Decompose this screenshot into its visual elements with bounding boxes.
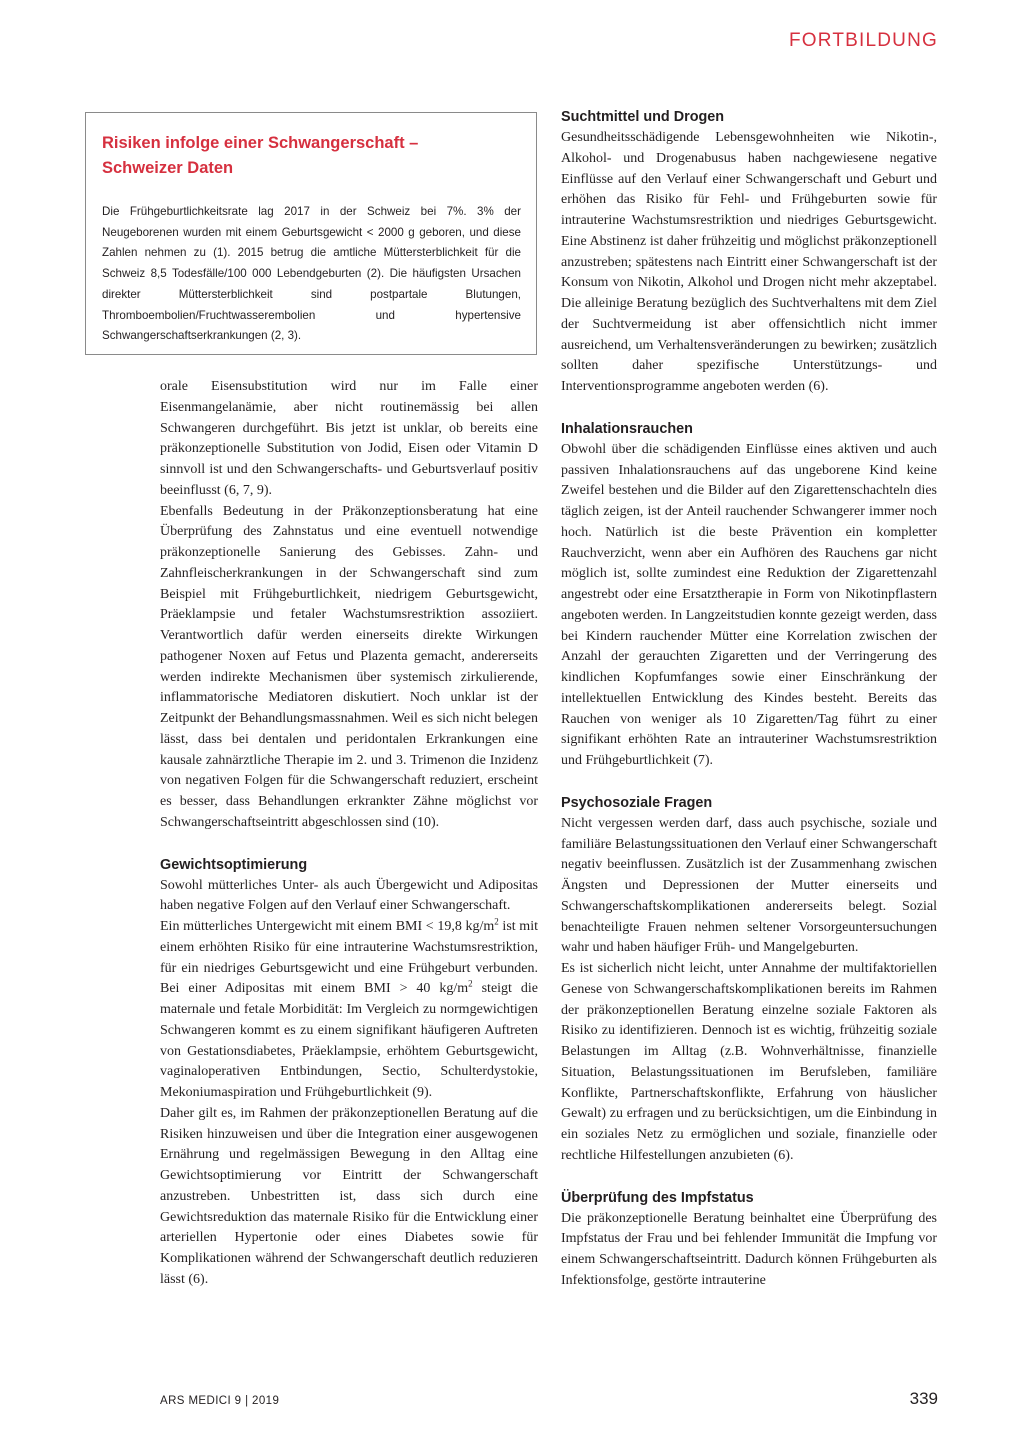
paragraph: Ebenfalls Bedeutung in der Präkonzeptionsberatung hat eine Überprüfung des Zahnstatus und eine eventuell notwendige präkonzeptionelle Sanierung des Gebisses. Zahn- und Zahnfleischerkrankungen in der Schwangerschaft sind zum Beispiel mit Frühgeburtlichkeit, niedrigem Geburtsgewicht, Präeklampsie und fetaler Wachstumsrestriktion assoziiert. Verantwortlich dafür werden einerseits direkte Wirkungen pathogener Noxen auf Fetus und Plazenta gemacht, andererseits werden indirekte Mechanismen über systemisch zirkulierende, inflammatorische Mediatoren diskutiert. Noch unklar ist der Zeitpunkt der Behandlungsmassnahmen. Weil es sich nicht belegen lässt, dass bei dentalen und peridontalen Erkrankungen eine kausale zahnärztliche Therapie im 2. und 3. Trimenon die Inzidenz von negativen Folgen für die Schwangerschaft reduziert, erscheint es besser, dass Behandlungen erkrankter Zähne möglichst vor Schwangerschaftseintritt abgeschlossen sind (10). xyxy=(160,503,538,830)
right-column xyxy=(561,106,937,1292)
heading-inhalationsrauchen: Inhalationsrauchen xyxy=(561,420,693,437)
page-number: 339 xyxy=(909,1389,938,1408)
journal-footer: ARS MEDICI 9 | 2019 xyxy=(160,1395,280,1407)
heading-suchtmittel: Suchtmittel und Drogen xyxy=(561,109,725,125)
left-column xyxy=(160,377,538,1291)
paragraph: Gesundheitsschädigende Lebensgewohnheiten wie Nikotin-, Alkohol- und Drogenabusus haben nachgewiesene negative Einflüsse auf den Verlauf einer Schwangerschaft und Geburt und erhöhen das Risiko für Fehl- und Frühgeburten sowie für intrauterine Wachstumsrestriktion und niedriges Geburtsgewicht. Eine Abstinenz ist daher frühzeitig und möglichst präkonzeptionell anzustreben; spätestens nach Eintritt einer Schwangerschaft ist der Konsum von Nikotin, Alkohol und Drogen nicht mehr akzeptabel. Die alleinige Beratung bezüglich des Suchtverhaltens mit dem Ziel der Suchtvermeidung ist aber offensichtlich nicht immer ausreichend, um Verhaltensveränderungen zu bewirken; zusätzlich sollten daher spezifische Unterstützungs- und Interventionsprogramme angeboten werden (6). xyxy=(561,130,937,394)
paragraph: Sowohl mütterliches Unter- als auch Übergewicht und Adipositas haben negative Folgen auf den Verlauf einer Schwangerschaft. xyxy=(160,877,538,914)
heading-gewichtsoptimierung: Gewichtsoptimierung xyxy=(160,856,308,873)
heading-impfstatus: Überprüfung des Impfstatus xyxy=(561,1189,754,1206)
paragraph: Obwohl über die schädigenden Einflüsse eines aktiven und auch passiven Inhalationsrauchens auf das ungeborene Kind keine Zweifel bestehen und die Bilder auf den Zigarettenschachteln dies täglich zeigen, ist der Anteil rauchender Schwangerer immer noch hoch. Natürlich ist die beste Prävention ein kompletter Rauchverzicht, wenn aber ein Aufhören des Rauchens gar nicht möglich ist, sollte zumindest eine Reduktion der Zigarettenzahl angestrebt oder eine Ersatztherapie in Form von Nikotinpflastern angeboten werden. In Langzeitstudien konnte gezeigt werden, dass bei Kindern rauchender Mütter eine Korrelation zwischen der Anzahl der gerauchten Zigaretten und der Verringerung des kindlichen Kopfumfanges sowie einer Einschränkung der intellektuellen Entwicklung des Kindes besteht. Bereits das Rauchen von weniger als 10 Zigaretten/Tag führt zu einer signifikant erhöhten Rate an intrauteriner Wachstumsrestriktion und Frühgeburtlichkeit (7). xyxy=(561,441,937,768)
paragraph: Nicht vergessen werden darf, dass auch psychische, soziale und familiäre Belastungssituationen den Verlauf einer Schwangerschaft negativ beeinflussen. Zusätzlich ist der Zusammenhang zwischen Ängsten und Depressionen der Mutter einerseits und Schwangerschaftskomplikationen andererseits belegt. Sozial benachteiligte Frauen nehmen seltener Vorsorgeuntersuchungen wahr und haben häufiger Früh- und Mangelgeburten. xyxy=(561,815,937,956)
info-box-text: Die Frühgeburtlichkeitsrate lag 2017 in der Schweiz bei 7%. 3% der Neugeborenen wurden mit einem Geburtsgewicht < 2000 g geboren, und diese Zahlen nehmen zu (1). 2015 betrug die amtliche Müttersterblichkeit für die Schweiz 8,5 Todesfälle/100 000 Lebendgeburten (2). Die häufigsten Ursachen direkter Müttersterblichkeit sind postpartale Blutungen, Thromboembolien/Fruchtwasserembolien und hypertensive Schwangerschaftserkrankungen (2, 3). xyxy=(102,205,521,343)
paragraph: Die präkonzeptionelle Beratung beinhaltet eine Überprüfung des Impfstatus der Frau und bei fehlender Immunität die Impfung vor einem Schwangerschaftseintritt. Dadurch können Frühgeburten als Infektionsfolge, gestörte intrauterine xyxy=(561,1210,937,1288)
heading-psychosoziale-fragen: Psychosoziale Fragen xyxy=(561,794,713,811)
info-box xyxy=(85,112,537,355)
section-label: FORTBILDUNG xyxy=(788,30,938,51)
paragraph: Daher gilt es, im Rahmen der präkonzeptionellen Beratung auf die Risiken hinzuweisen und über die Integration einer ausgewogenen Ernährung und regelmässigen Bewegung in den Alltag eine Gewichtsoptimierung vor Eintritt der Schwangerschaft anzustreben. Unbestritten ist, dass sich durch eine Gewichtsreduktion das maternale Risiko für die Entwicklung einer arteriellen Hypertonie oder eines Diabetes sowie für Komplikationen während der Schwangerschaft deutlich reduzieren lässt (6). xyxy=(160,1105,538,1287)
paragraph: orale Eisensubstitution wird nur im Falle einer Eisenmangelanämie, aber nicht routinemässig bei allen Schwangeren durchgeführt. Bis jetzt ist unklar, ob bereits eine präkonzeptionelle Substitution von Jodid, Eisen oder Vitamin D sinnvoll ist und den Schwangerschafts- und Geburtsverlauf positiv beeinflusst (6, 7, 9). xyxy=(160,379,538,498)
paragraph-bmi: Ein mütterliches Untergewicht mit einem BMI < 19,8 $kg/m^2$ ist mit einem erhöhten Risiko für eine intrauterine Wachstumsrestriktion, für ein niedriges Geburtsgewicht und eine Frühgeburt verbunden. Bei einer Adipositas mit einem BMI > 40 $kg/m^2$ steigt die maternale und fetale Morbidität: Im Vergleich zu normgewichtigen Schwangeren kommt es zu einem signifikant häufigeren Auftreten von Gestationsdiabetes, Präeklampsie, erhöhtem Geburtsgewicht, vaginaloperativen Entbindungen, Sectio, Schulterdystokie, Mekoniumaspiration und Frühgeburtlichkeit (9). xyxy=(160,916,538,1100)
paragraph: Es ist sicherlich nicht leicht, unter Annahme der multifaktoriellen Genese von Schwangerschaftskomplikationen bereits im Rahmen der präkonzeptionellen Beratung einzelne soziale Faktoren als Risiko zu identifizieren. Dennoch ist es wichtig, frühzeitig soziale Belastungen im Alltag (z.B. Wohnverhältnisse, finanzielle Situation, Belastungssituationen im Berufsleben, familiäre Konflikte, Partnerschaftskonflikte, Erfahrung von häuslicher Gewalt) zu erfragen und zu berücksichtigen, um die Einbindung in ein soziales Netz zu ermöglichen und soziale, finanzielle oder rechtliche Hilfestellungen anzubieten (6). xyxy=(561,961,937,1163)
info-box-title: Risiken infolge einer Schwangerschaft – Schweizer Daten xyxy=(102,134,419,177)
